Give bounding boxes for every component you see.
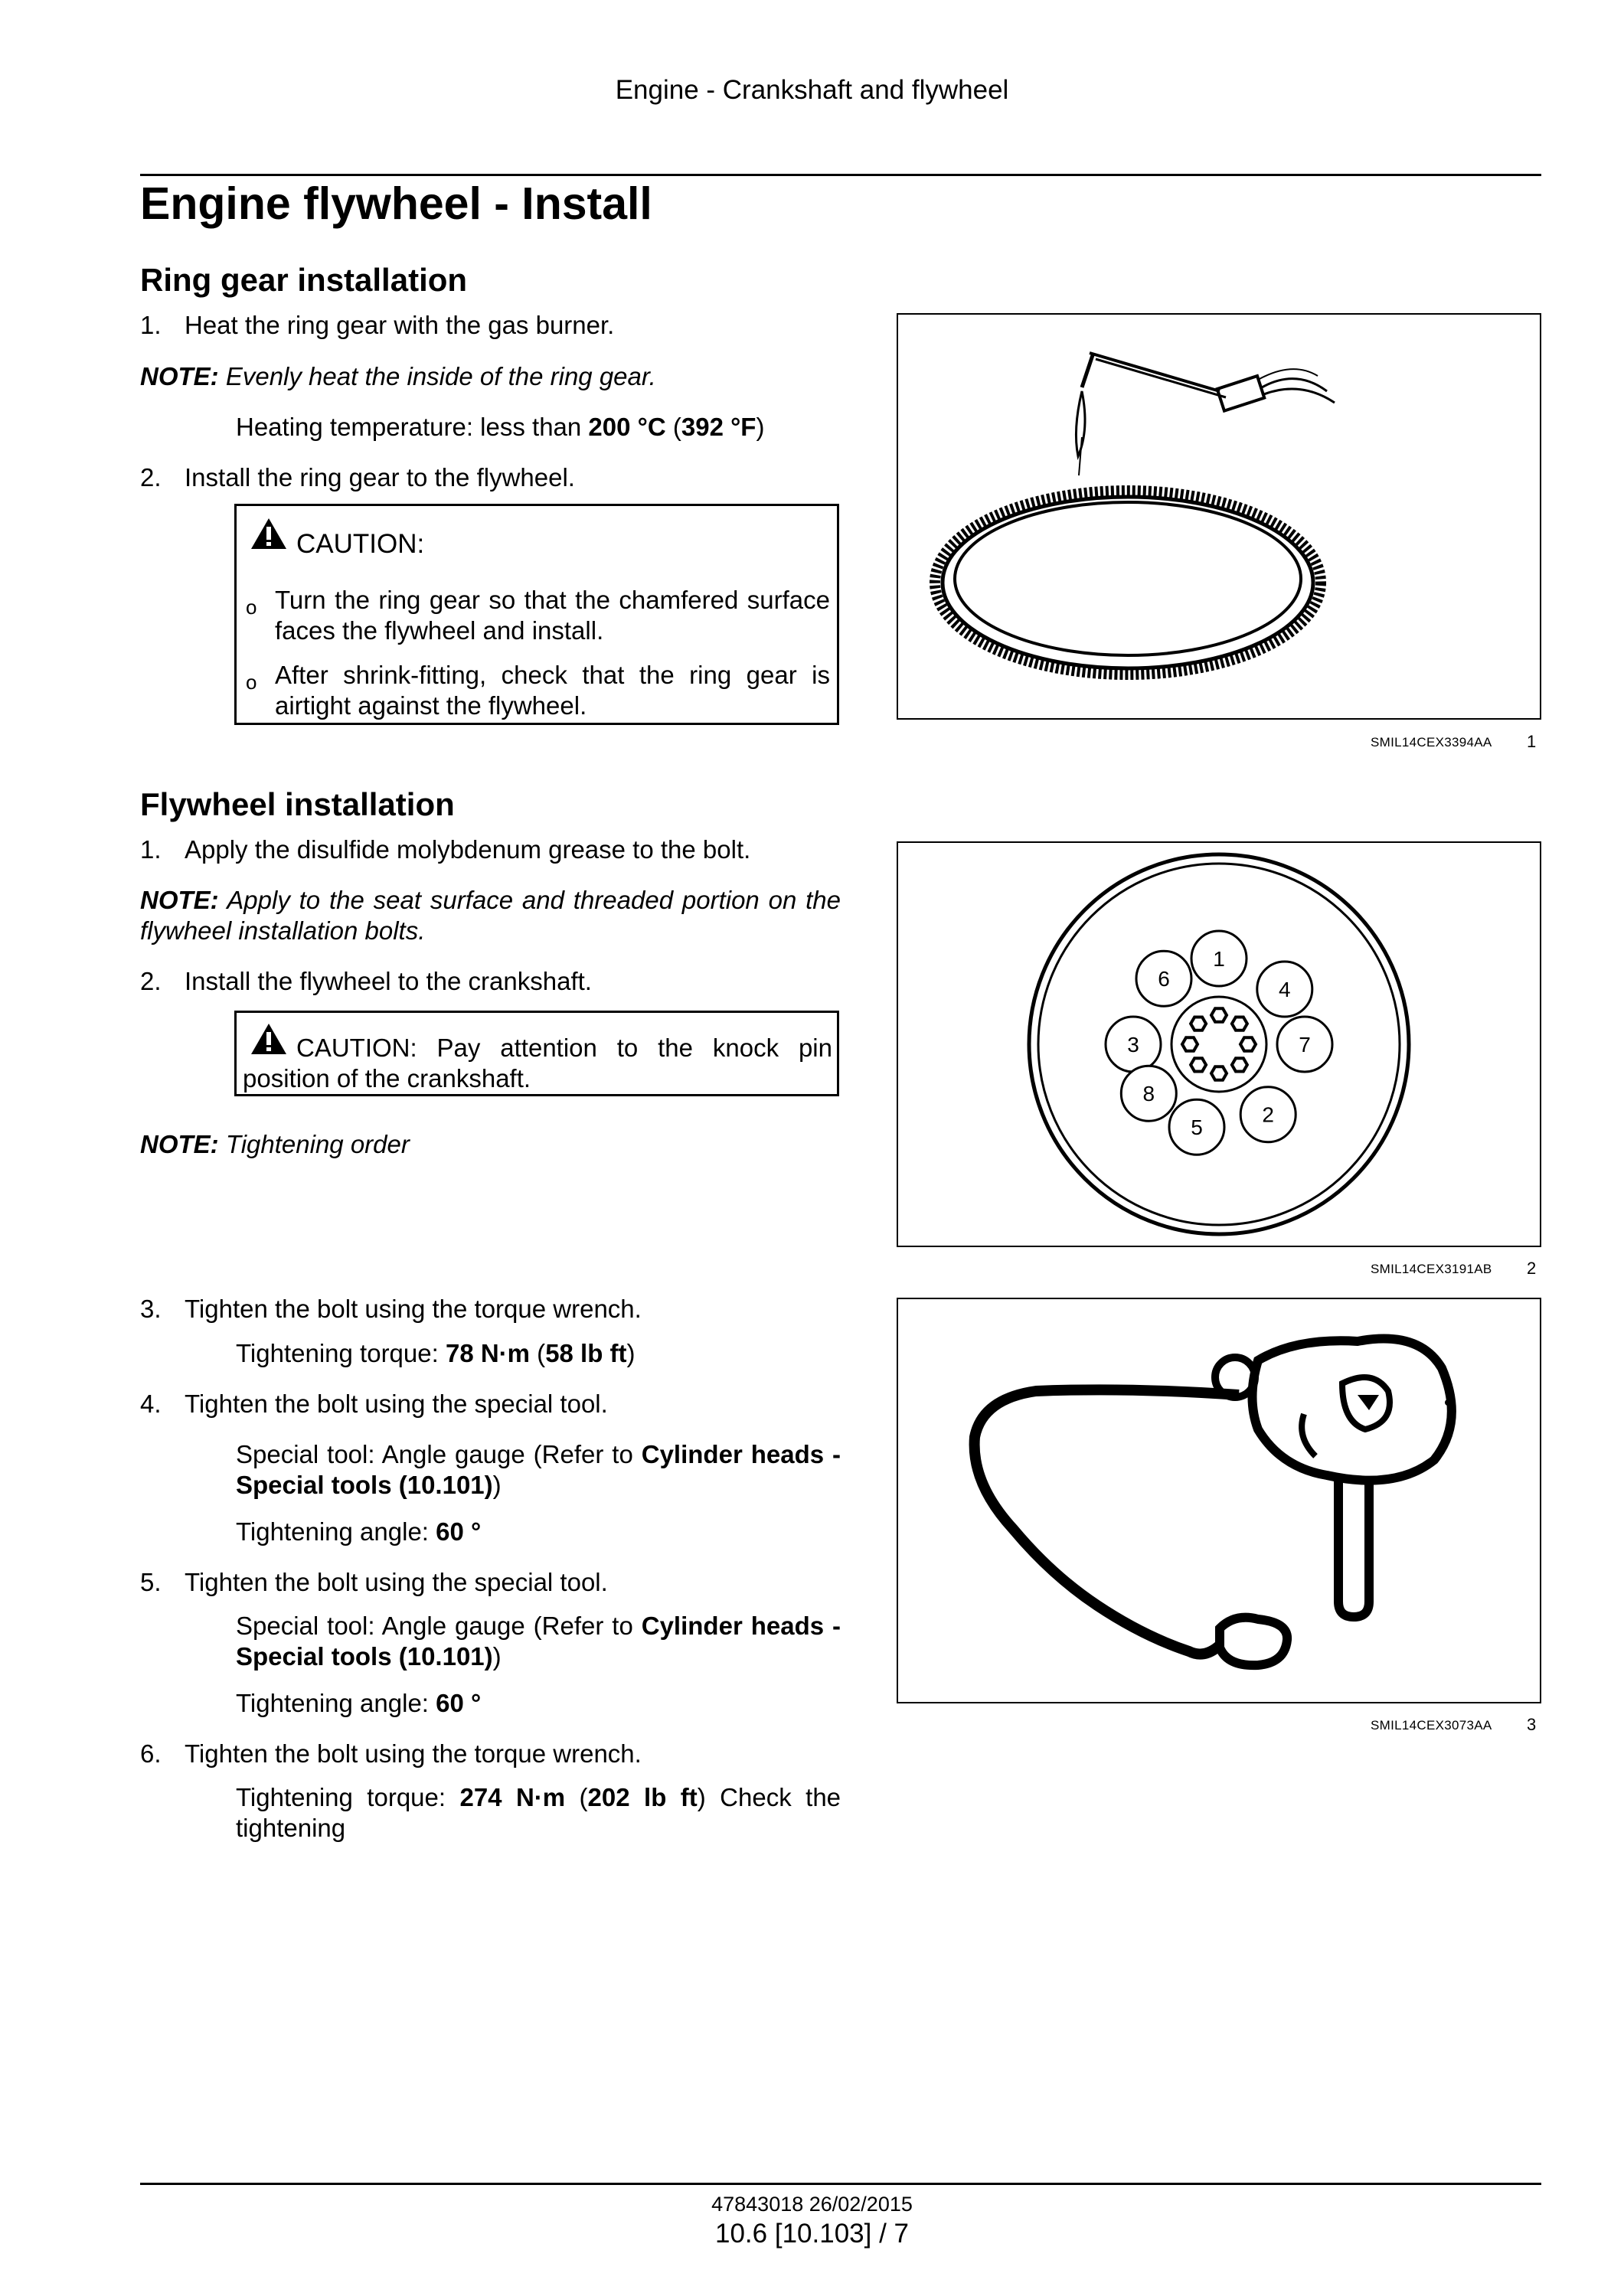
heating-spec (236, 412, 764, 443)
bolt-order-label: 5 (1191, 1115, 1203, 1140)
step-number: 1. (140, 835, 162, 864)
bolt-hex-1 (1211, 1008, 1227, 1021)
figure-tightening-order (897, 841, 1541, 1247)
tool-reference-link: Cylinder heads - Special tools (10.101) (236, 1440, 841, 1499)
step-text: Install the flywheel to the crankshaft. (185, 967, 592, 995)
step-text: Install the ring gear to the flywheel. (185, 463, 575, 492)
step-number: 4. (140, 1390, 162, 1418)
special-tool-spec (236, 1611, 841, 1672)
step-number: 3. (140, 1295, 162, 1323)
spec-value-nm: 78 N·m (445, 1339, 531, 1367)
angle-spec (236, 1688, 481, 1719)
hex-bolt-group (1182, 1008, 1256, 1079)
spec-value-angle: 60 ° (436, 1689, 482, 1717)
bullet: o (246, 596, 257, 619)
figure-code: SMIL14CEX3191AB (1371, 1262, 1492, 1276)
bolt-order-label: 3 (1127, 1033, 1139, 1057)
spec-value-lbft: 58 lb ft (545, 1339, 627, 1367)
step-text: Tighten the bolt using the torque wrench. (185, 1295, 642, 1323)
bolt-hex-3 (1240, 1037, 1256, 1050)
special-tool-spec (236, 1439, 841, 1501)
torque-spec (236, 1338, 636, 1369)
spec-paren: ) (756, 413, 765, 441)
spec-paren: ( (565, 1783, 588, 1811)
spec-label: Tightening angle: (236, 1689, 436, 1717)
note (140, 885, 841, 946)
footer-rule (140, 2183, 1541, 2185)
spec-value-c: 200 °C (588, 413, 666, 441)
page-reference: 10.6 [10.103] / 7 (715, 2219, 909, 2249)
caution-text (243, 1033, 832, 1094)
spec-label: Tightening torque: (236, 1783, 460, 1811)
figure-code: SMIL14CEX3394AA (1371, 735, 1492, 750)
angle-spec (236, 1517, 481, 1547)
note-label: NOTE: (140, 886, 219, 914)
running-header: Engine - Crankshaft and flywheel (615, 75, 1009, 105)
step-number: 1. (140, 311, 162, 339)
spec-label: Special tool: Angle gauge (Refer to (236, 1612, 642, 1640)
figure-number: 3 (1527, 1715, 1537, 1734)
ring-gear-heading: Ring gear installation (140, 262, 468, 298)
spec-label: Tightening angle: (236, 1517, 436, 1546)
bolt-hex-8 (1191, 1017, 1206, 1030)
caution-box (234, 1011, 839, 1096)
note-text: Apply to the seat surface and threaded portion on the flywheel installation bolts. (140, 886, 841, 945)
step-number: 6. (140, 1739, 162, 1768)
spec-value-nm: 274 N·m (459, 1783, 566, 1811)
tool-reference-link: Cylinder heads - Special tools (10.101) (236, 1612, 841, 1671)
spec-paren: ( (530, 1339, 546, 1367)
step-text: Heat the ring gear with the gas burner. (185, 311, 615, 339)
caution-body: Pay attention to the knock pin position of the crankshaft. (243, 1034, 832, 1092)
step-number: 2. (140, 967, 162, 995)
flywheel-heading: Flywheel installation (140, 786, 455, 822)
spec-paren: ) (492, 1471, 502, 1499)
bolt-order-label: 4 (1279, 978, 1291, 1001)
note (140, 361, 656, 392)
page-title: Engine flywheel - Install (140, 178, 652, 229)
warning-icon (250, 517, 288, 550)
step-text: Tighten the bolt using the special tool. (185, 1390, 608, 1418)
note-label: NOTE: (140, 362, 219, 390)
header-rule (140, 174, 1541, 176)
spec-value-angle: 60 ° (436, 1517, 482, 1546)
bullet: o (246, 671, 257, 694)
step-number: 5. (140, 1568, 162, 1596)
bolt-hex-2 (1232, 1017, 1247, 1030)
note-text: Evenly heat the inside of the ring gear. (218, 362, 656, 390)
spec-value-lbft: 202 lb ft (587, 1783, 698, 1811)
spec-label: Heating temperature: less than (236, 413, 589, 441)
spec-note: Check the tightening (236, 1783, 841, 1842)
angle-gauge-illustration (898, 1299, 1540, 1702)
step-text: Apply the disulfide molybdenum grease to the bolt. (185, 835, 751, 864)
ring-gear-burner-illustration (898, 315, 1540, 718)
caution-box (234, 504, 839, 725)
bolt-hex-6 (1191, 1058, 1206, 1071)
spec-label: Tightening torque: (236, 1339, 446, 1367)
bolt-hex-7 (1182, 1037, 1198, 1050)
bolt-order-label: 6 (1158, 967, 1170, 991)
flywheel-bolt-diagram (898, 843, 1540, 1246)
bolt-order-label: 2 (1262, 1102, 1274, 1127)
document-reference: 47843018 26/02/2015 (711, 2193, 913, 2216)
bolt-hex-5 (1211, 1066, 1227, 1079)
spec-paren: ) (626, 1339, 636, 1367)
bolt-label-group (1106, 931, 1332, 1155)
figure-number: 1 (1527, 732, 1537, 751)
figure-number: 2 (1527, 1259, 1537, 1278)
note (140, 1129, 410, 1160)
bolt-order-label: 1 (1213, 947, 1225, 971)
spec-value-f: 392 °F (681, 413, 756, 441)
figure-angle-gauge (897, 1298, 1541, 1703)
bolt-order-label: 8 (1142, 1082, 1155, 1106)
note-text: Tightening order (218, 1130, 410, 1158)
step-text: Tighten the bolt using the special tool. (185, 1568, 608, 1596)
spec-label: Special tool: Angle gauge (Refer to (236, 1440, 642, 1468)
figure-ring-gear (897, 313, 1541, 720)
step-number: 2. (140, 463, 162, 492)
torque-spec (236, 1782, 841, 1844)
caution-item: Turn the ring gear so that the chamfered surface faces the flywheel and install. (275, 586, 830, 645)
spec-paren: ) (697, 1783, 706, 1811)
bolt-order-label: 7 (1299, 1033, 1311, 1057)
step-text: Tighten the bolt using the torque wrench. (185, 1739, 642, 1768)
note-label: NOTE: (140, 1130, 219, 1158)
spec-paren: ( (665, 413, 681, 441)
caution-item: After shrink-fitting, check that the ring gear is airtight against the flywheel. (275, 661, 830, 720)
bolt-hex-4 (1232, 1058, 1247, 1071)
figure-code: SMIL14CEX3073AA (1371, 1718, 1492, 1733)
spec-paren: ) (492, 1642, 502, 1671)
caution-title: CAUTION: (296, 529, 425, 559)
caution-title: CAUTION: (296, 1034, 417, 1062)
